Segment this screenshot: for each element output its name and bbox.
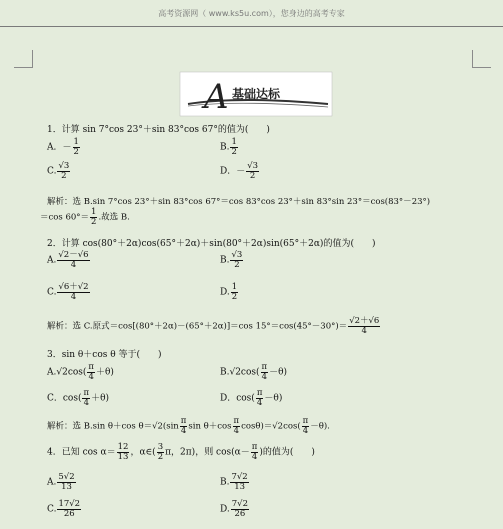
q1-d-den: 2 [249, 170, 256, 181]
q3-sol-frac1 [180, 417, 188, 435]
q3-sol-den1: 4 [180, 425, 187, 436]
q1-option-a [47, 138, 81, 156]
q4-option-a [47, 473, 77, 491]
q4-c-den: 26 [63, 508, 75, 519]
q3-sol-den2: 4 [233, 425, 239, 436]
q1-option-c [47, 162, 71, 180]
q1-solution-line2 [40, 208, 130, 226]
q3-d-num: π [256, 388, 263, 398]
q4-d-den: 26 [234, 508, 246, 519]
q3-b-num: π [261, 362, 268, 372]
q1-c-den: 2 [61, 170, 67, 181]
q2-d-den: 2 [231, 291, 238, 302]
q4-a-fraction [57, 473, 75, 491]
q3-d-label: D．cos( [220, 393, 255, 404]
q2-stem: 2．计算 cos(80°＋2α)cos(65°＋2α)＋sin(80°＋2α)sin(65°＋2α)的值为( ) [47, 239, 376, 249]
q3-sol-num2: π [233, 416, 240, 426]
q4-b-num: 7√2 [231, 472, 248, 482]
q4-b-den: 13 [234, 481, 246, 492]
q1-b-num: 1 [231, 137, 237, 147]
q3-solution [47, 417, 330, 435]
section-title: 基础达标 [232, 87, 281, 101]
q2-a-label: A. [47, 255, 57, 266]
q3-stem: 3．sin θ＋cos θ 等于( ) [47, 350, 162, 360]
q1-a-label: A．－ [47, 142, 72, 153]
q4-a-label: A. [47, 477, 57, 488]
q1-c-label: C. [47, 166, 57, 177]
q3-sol-a: 解析：选 B.sin θ＋cos θ＝√2(sin [47, 421, 179, 432]
q2-sol-num: √2＋√6 [349, 316, 380, 326]
q1-d-num: √3 [247, 161, 259, 171]
q2-c-label: C. [47, 287, 57, 298]
q2-a-den: 4 [70, 259, 77, 270]
q4-d-fraction [231, 500, 249, 518]
q2-option-c [47, 283, 91, 301]
q2-option-d [220, 283, 239, 301]
q1-b-fraction [230, 138, 237, 156]
q3-a-label: A.√2cos( [47, 367, 87, 378]
banner-letter: A [204, 77, 229, 117]
q4-b-label: B. [220, 477, 230, 488]
q3-sol-den3: 4 [302, 425, 309, 436]
q4-stem-frac3 [251, 443, 259, 461]
q3-sol-d: －θ). [310, 421, 330, 432]
q2-option-a [47, 251, 91, 269]
q3-c-tail: ＋θ) [91, 393, 110, 404]
q4-option-b [220, 473, 250, 491]
q4-stem [47, 443, 315, 461]
q3-c-num: π [83, 388, 90, 398]
q1-a-fraction [73, 138, 80, 156]
crop-mark-left-h [14, 67, 33, 68]
q3-b-fraction [261, 363, 269, 381]
q2-b-fraction [230, 251, 243, 269]
q2-c-den: 4 [70, 291, 77, 302]
page-header: 高考资源网（ www.ks5u.com），您身边的高考专家 [158, 9, 345, 18]
q4-c-num: 17√2 [58, 499, 81, 509]
q2-d-label: D. [220, 287, 230, 298]
q1-a-num: 1 [73, 137, 79, 147]
q1-d-fraction [246, 162, 259, 180]
q1-c-fraction [57, 162, 70, 180]
q1-d-label: D．－ [220, 166, 246, 177]
q1-sol-fraction [90, 208, 97, 226]
q3-c-label: C．cos( [47, 393, 82, 404]
q3-a-den: 4 [88, 371, 94, 382]
q4-option-d [220, 500, 250, 518]
q2-d-num: 1 [231, 282, 238, 292]
q1-option-d [220, 162, 260, 180]
q4-c-label: C. [47, 504, 57, 515]
q3-c-den: 4 [83, 397, 89, 408]
q4-stem-a: 4．已知 cos α＝ [47, 447, 116, 458]
q4-stem-den1: 13 [117, 451, 129, 462]
q4-option-c [47, 500, 82, 518]
crop-mark-right-v [472, 50, 473, 68]
q3-sol-frac2 [233, 417, 241, 435]
q1-b-den: 2 [231, 146, 237, 157]
q2-b-label: B. [220, 255, 230, 266]
q1-option-b [220, 138, 239, 156]
q4-stem-frac2 [157, 443, 164, 461]
header-rule [0, 26, 503, 27]
q3-c-fraction [82, 389, 90, 407]
q2-a-fraction [57, 251, 89, 269]
q3-d-tail: －θ) [264, 393, 283, 404]
q1-sol-b: .故选 B. [98, 212, 130, 223]
q3-sol-num3: π [302, 416, 309, 426]
q2-sol-den: 4 [361, 325, 367, 336]
q3-sol-num1: π [180, 416, 187, 426]
q4-a-num: 5√2 [58, 472, 75, 482]
q2-sol-text: 解析：选 C.原式＝cos[(80°＋2α)－(65°＋2α)]＝cos 15°＝cos(45°－30°)＝ [47, 321, 348, 332]
q1-solution-line1: 解析：选 B.sin 7°cos 23°＋sin 83°cos 67°＝cos 83°cos 23°＋sin 83°sin 23°＝cos(83°－23°) [47, 197, 431, 207]
q1-c-num: √3 [58, 161, 70, 171]
q4-c-fraction [57, 500, 81, 518]
q1-stem: 1．计算 sin 7°cos 23°＋sin 83°cos 67°的值为( ) [47, 125, 270, 135]
q2-a-num: √2－√6 [58, 250, 89, 260]
q2-solution [47, 317, 381, 335]
q2-c-num: √6＋√2 [58, 282, 89, 292]
q3-sol-b: sin θ＋cos [188, 421, 232, 432]
q3-a-fraction [87, 363, 95, 381]
q4-stem-num3: π [251, 442, 258, 452]
q3-a-num: π [88, 362, 95, 372]
q3-d-fraction [256, 389, 264, 407]
q4-stem-b: ，α∈( [130, 447, 156, 458]
q4-a-den: 13 [61, 481, 72, 492]
q4-stem-num2: 3 [157, 442, 164, 452]
q1-sol-num: 1 [91, 207, 97, 217]
crop-mark-right-h [472, 67, 491, 68]
q3-b-tail: －θ) [269, 367, 288, 378]
q3-option-d [220, 389, 282, 407]
q3-option-b [220, 363, 287, 381]
q4-stem-frac1 [117, 443, 130, 461]
q3-a-tail: ＋θ) [96, 367, 114, 378]
q1-b-label: B. [220, 142, 230, 153]
crop-mark-left-v [32, 50, 33, 68]
q2-b-den: 2 [234, 259, 240, 270]
q1-sol-den: 2 [91, 216, 97, 227]
q4-d-num: 7√2 [231, 499, 248, 509]
q2-option-b [220, 251, 244, 269]
q1-sol-a: ＝cos 60°＝ [40, 212, 90, 223]
q3-sol-c: cosθ)＝√2cos( [241, 421, 301, 432]
q2-sol-fraction [348, 317, 380, 335]
q4-stem-num1: 12 [117, 442, 129, 452]
q4-b-fraction [230, 473, 248, 491]
q3-b-label: B.√2cos( [220, 367, 260, 378]
q4-d-label: D. [220, 504, 230, 515]
q3-option-c [47, 389, 109, 407]
q1-a-den: 2 [73, 146, 79, 157]
q4-stem-e: )的值为( ) [259, 447, 315, 458]
q4-stem-den2: 2 [157, 451, 164, 462]
q2-d-fraction [231, 283, 238, 301]
q3-sol-frac3 [302, 417, 310, 435]
q2-b-num: √3 [231, 250, 243, 260]
q4-stem-c: π，2π)，则 cos(α－ [165, 447, 250, 458]
q3-option-a [47, 363, 114, 381]
q2-c-fraction [57, 283, 89, 301]
q3-b-den: 4 [261, 371, 268, 382]
q4-stem-den3: 4 [251, 451, 258, 462]
q3-d-den: 4 [256, 397, 263, 408]
